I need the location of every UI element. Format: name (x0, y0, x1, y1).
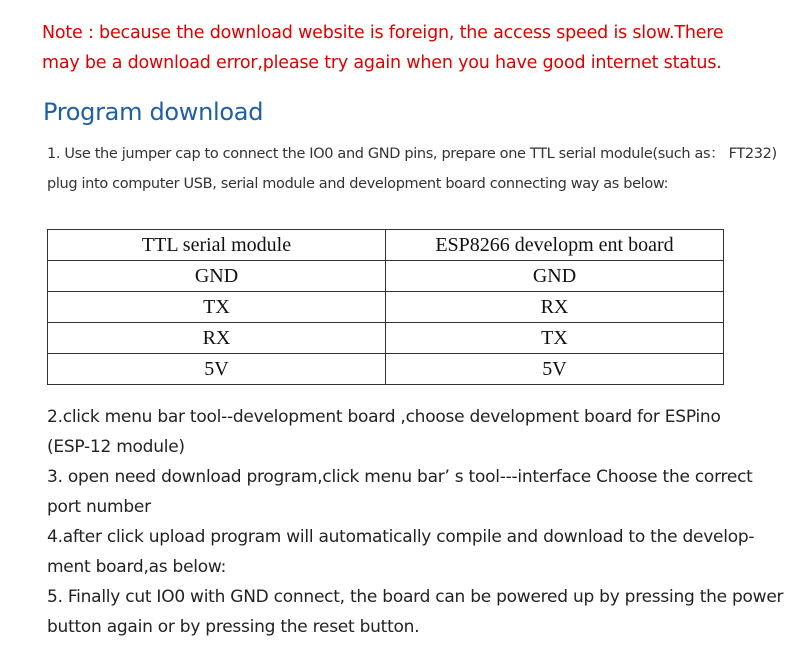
section-heading: Program download (43, 98, 264, 126)
step-line: 2.click menu bar tool--development board ,choose development board for ESPino (47, 407, 721, 427)
table-header-row (48, 230, 724, 261)
table-cell-ttl: TX (48, 292, 386, 323)
step-line: 4.after click upload program will automatically compile and download to the develop- (47, 527, 755, 547)
step-line: port number (47, 497, 151, 517)
table-row (48, 261, 724, 292)
table-cell-ttl: 5V (48, 354, 386, 385)
table-cell-esp: RX (386, 292, 724, 323)
pin-connection-table (47, 229, 724, 385)
table-row (48, 354, 724, 385)
table-row (48, 323, 724, 354)
table-cell-esp: GND (386, 261, 724, 292)
warning-note (42, 18, 782, 78)
table-cell-esp: TX (386, 323, 724, 354)
intro-line-2: plug into computer USB, serial module and development board connecting way as below: (47, 176, 669, 192)
warning-note-line-1: Note : because the download website is foreign, the access speed is slow.There (42, 23, 724, 43)
step-line: 3. open need download program,click menu bar’ s tool---interface Choose the correct (47, 467, 753, 487)
warning-note-line-2: may be a download error,please try again when you have good internet status. (42, 53, 722, 73)
table-cell-ttl: RX (48, 323, 386, 354)
step-line: ment board,as below: (47, 557, 227, 577)
table-cell-ttl: GND (48, 261, 386, 292)
step-line: (ESP-12 module) (47, 437, 185, 457)
instruction-steps (47, 402, 787, 642)
intro-paragraph (47, 139, 787, 199)
table-header-esp8266: ESP8266 developm ent board (386, 230, 724, 261)
intro-line-1: 1. Use the jumper cap to connect the IO0 and GND pins, prepare one TTL serial module(such as： FT232) (47, 146, 777, 162)
step-line: button again or by pressing the reset button. (47, 617, 420, 637)
table-cell-esp: 5V (386, 354, 724, 385)
step-line: 5. Finally cut IO0 with GND connect, the board can be powered up by pressing the power (47, 587, 784, 607)
table-row (48, 292, 724, 323)
table-header-ttl: TTL serial module (48, 230, 386, 261)
